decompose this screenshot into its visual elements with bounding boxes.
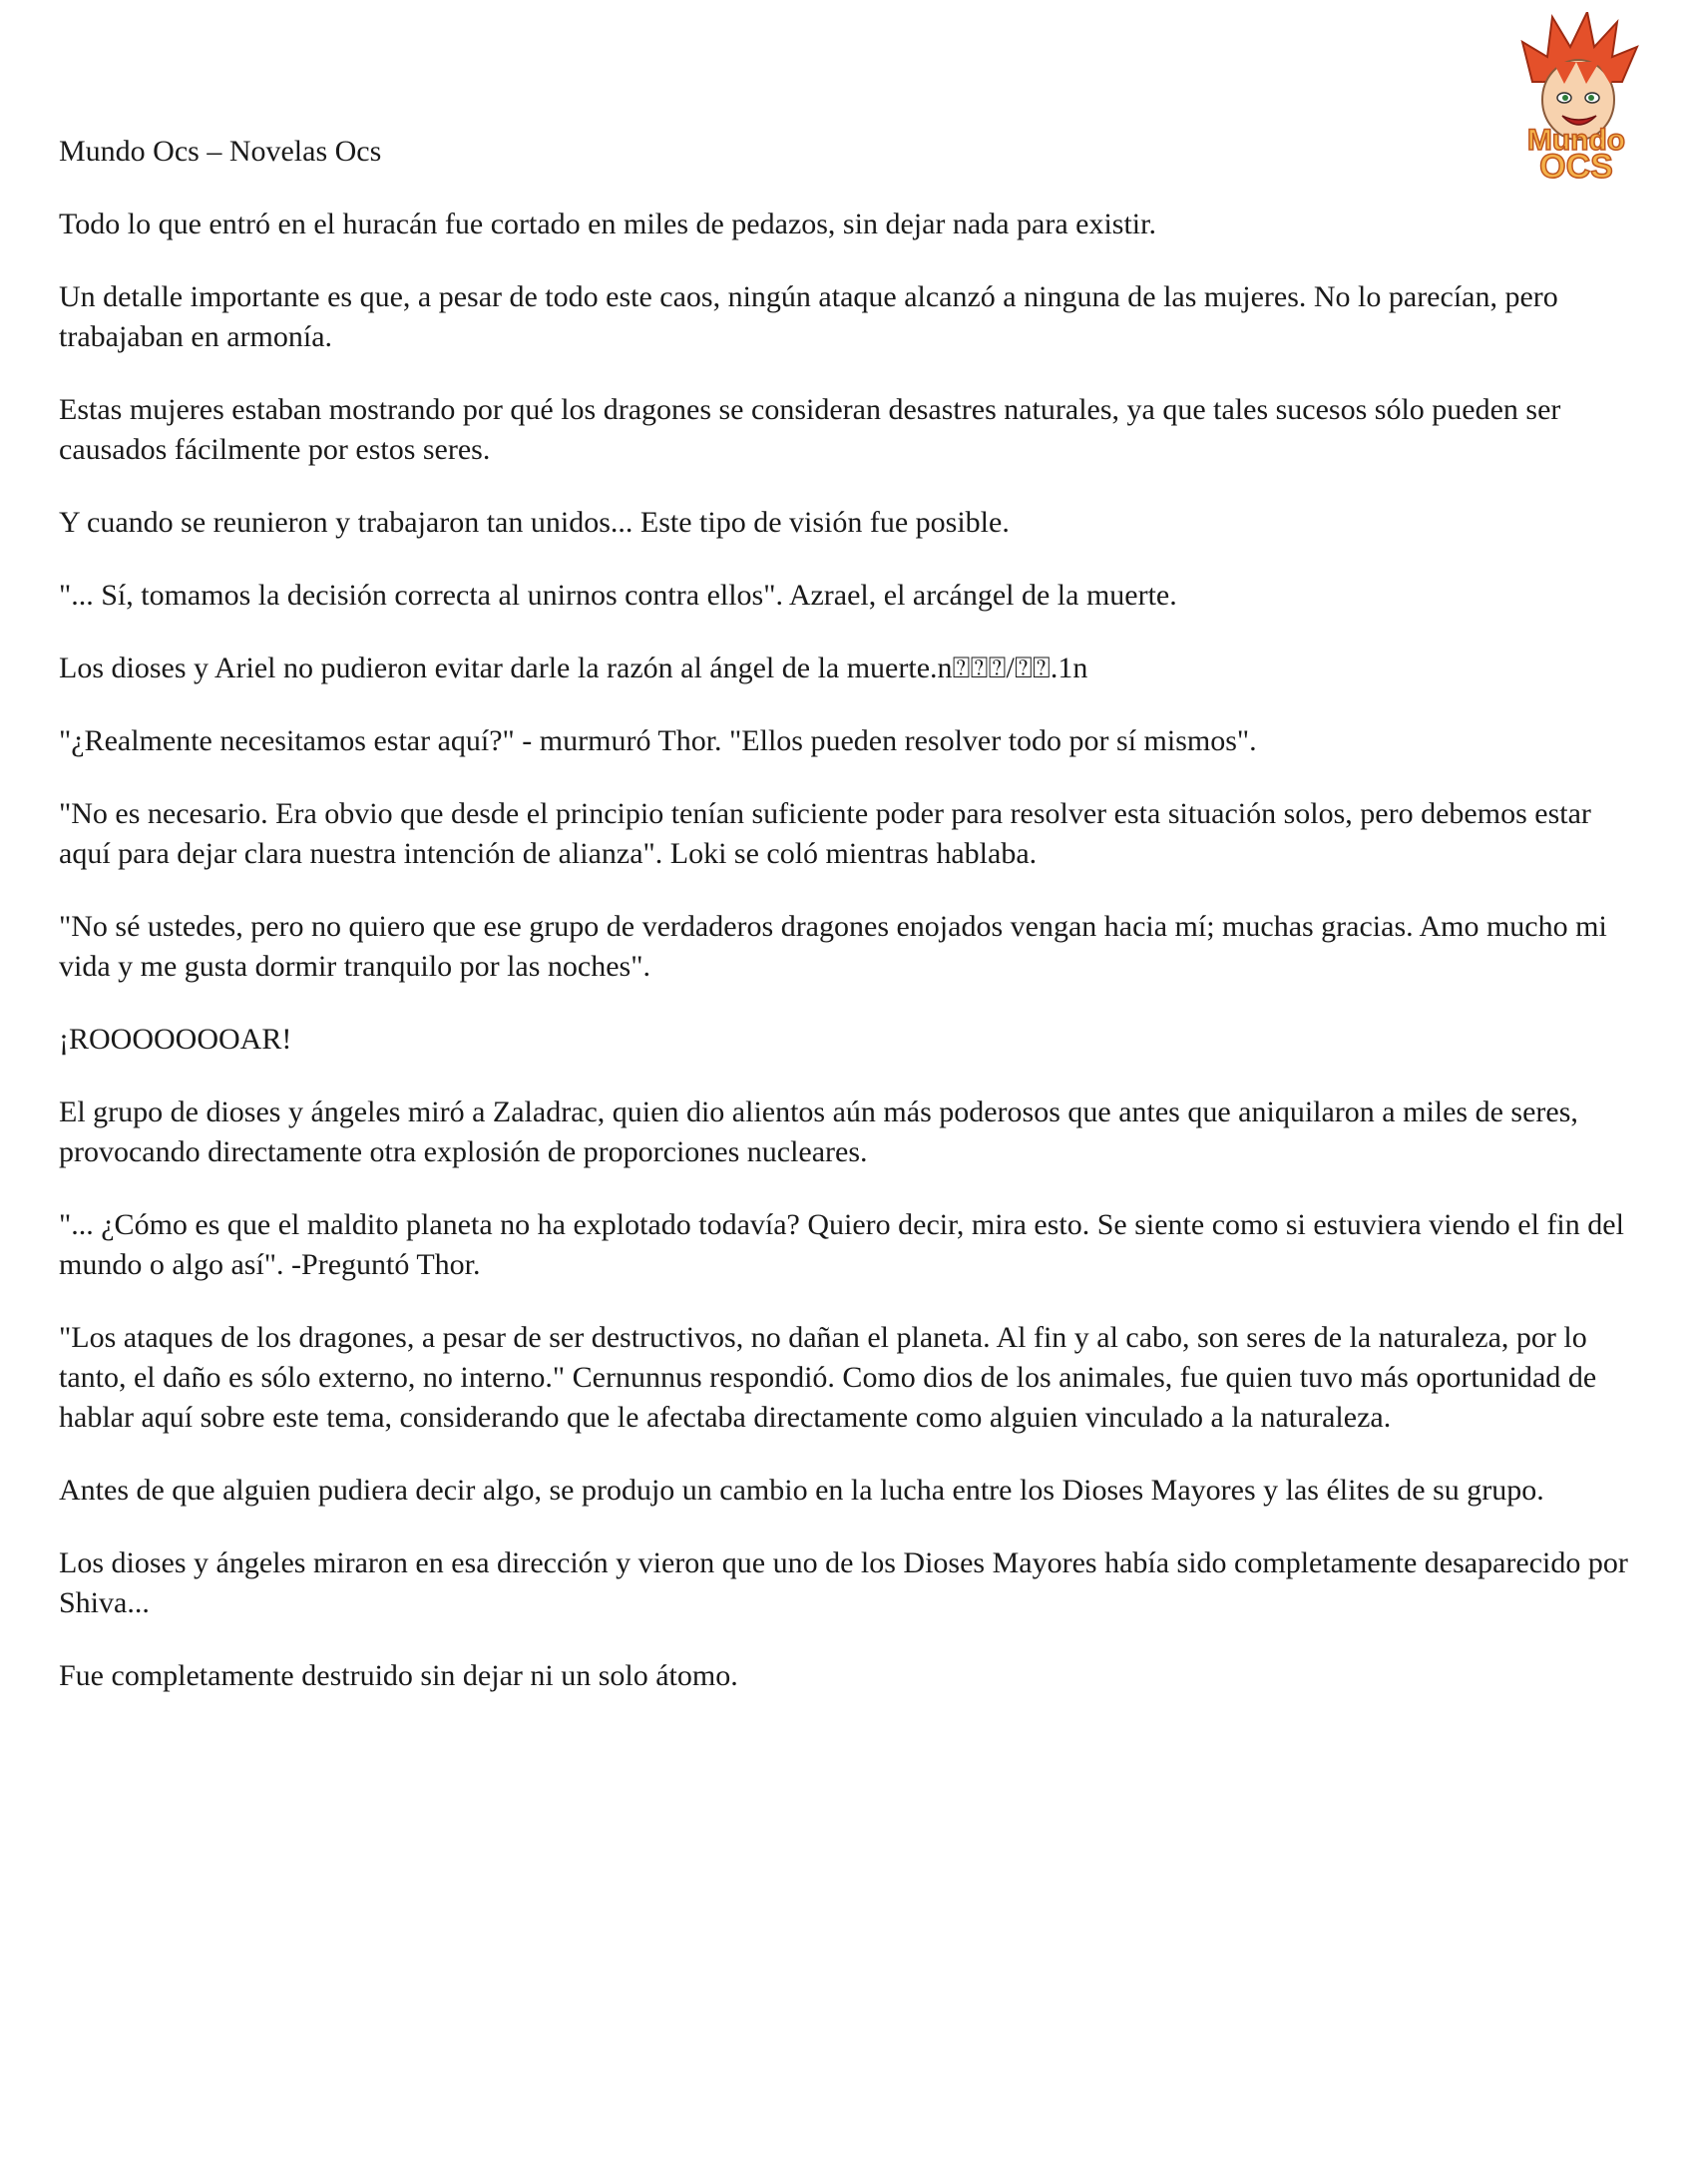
paragraph: ¡ROOOOOOOAR!	[59, 1023, 292, 1056]
paragraph: "... ¿Cómo es que el maldito planeta no ha explotado todavía? Quiero decir, mira esto. Se siente como si estuviera viendo el fin del mundo o algo así". -Preguntó Thor.	[59, 1208, 1624, 1281]
document-header-title: Mundo Ocs – Novelas Ocs	[59, 135, 382, 168]
paragraph: "No es necesario. Era obvio que desde el principio tenían suficiente poder para resolver esta situación solos, pero debemos estar aquí para dejar clara nuestra intención de alianza". Loki se coló mientras hablaba.	[59, 797, 1591, 870]
paragraph: Estas mujeres estaban mostrando por qué los dragones se consideran desastres naturales, ya que tales sucesos sólo pueden ser causados fácilmente por estos seres.	[59, 393, 1561, 466]
paragraph: "... Sí, tomamos la decisión correcta al unirnos contra ellos". Azrael, el arcángel de la muerte.	[59, 579, 1177, 612]
paragraph: "¿Realmente necesitamos estar aquí?" - murmuró Thor. "Ellos pueden resolver todo por sí mismos".	[59, 724, 1257, 757]
svg-text:OCS: OCS	[1539, 148, 1613, 182]
paragraph: Antes de que alguien pudiera decir algo, se produjo un cambio en la lucha entre los Dioses Mayores y las élites de su grupo.	[59, 1474, 1544, 1507]
paragraph: Y cuando se reunieron y trabajaron tan unidos... Este tipo de visión fue posible.	[59, 506, 1010, 539]
paragraph: "No sé ustedes, pero no quiero que ese grupo de verdaderos dragones enojados vengan hacia mí; muchas gracias. Amo mucho mi vida y me gusta dormir tranquilo por las noches".	[59, 910, 1607, 983]
paragraph: Los dioses y ángeles miraron en esa dirección y vieron que uno de los Dioses Mayores había sido completamente desaparecido por Shiva...	[59, 1546, 1628, 1619]
paragraph: Fue completamente destruido sin dejar ni un solo átomo.	[59, 1659, 738, 1692]
paragraph: Un detalle importante es que, a pesar de todo este caos, ningún ataque alcanzó a ninguna de las mujeres. No lo parecían, pero trabajaban en armonía.	[59, 280, 1558, 353]
mascot-logo-graphic	[1492, 12, 1660, 182]
document-body	[59, 205, 1645, 1729]
paragraph: El grupo de dioses y ángeles miró a Zaladrac, quien dio alientos aún más poderosos que antes que aniquilaron a miles de seres, provocando directamente otra explosión de proporciones nucleares.	[59, 1095, 1578, 1168]
mundo-ocs-logo-icon	[1492, 12, 1660, 182]
paragraph: "Los ataques de los dragones, a pesar de ser destructivos, no dañan el planeta. Al fin y al cabo, son seres de la naturaleza, por lo tanto, el daño es sólo externo, no interno." Cernunnus respondió. Como dios de los animales, fue quien tuvo más oportunidad de hablar aquí sobre este tema, considerando que le afectaba directamente como alguien vinculado a la naturaleza.	[59, 1321, 1597, 1434]
paragraph: Los dioses y Ariel no pudieron evitar darle la razón al ángel de la muerte.n⍰⍰⍰/⍰⍰.1n	[59, 652, 1088, 684]
svg-text:Mundo: Mundo	[1526, 124, 1626, 157]
paragraph: Todo lo que entró en el huracán fue cortado en miles de pedazos, sin dejar nada para existir.	[59, 208, 1156, 240]
